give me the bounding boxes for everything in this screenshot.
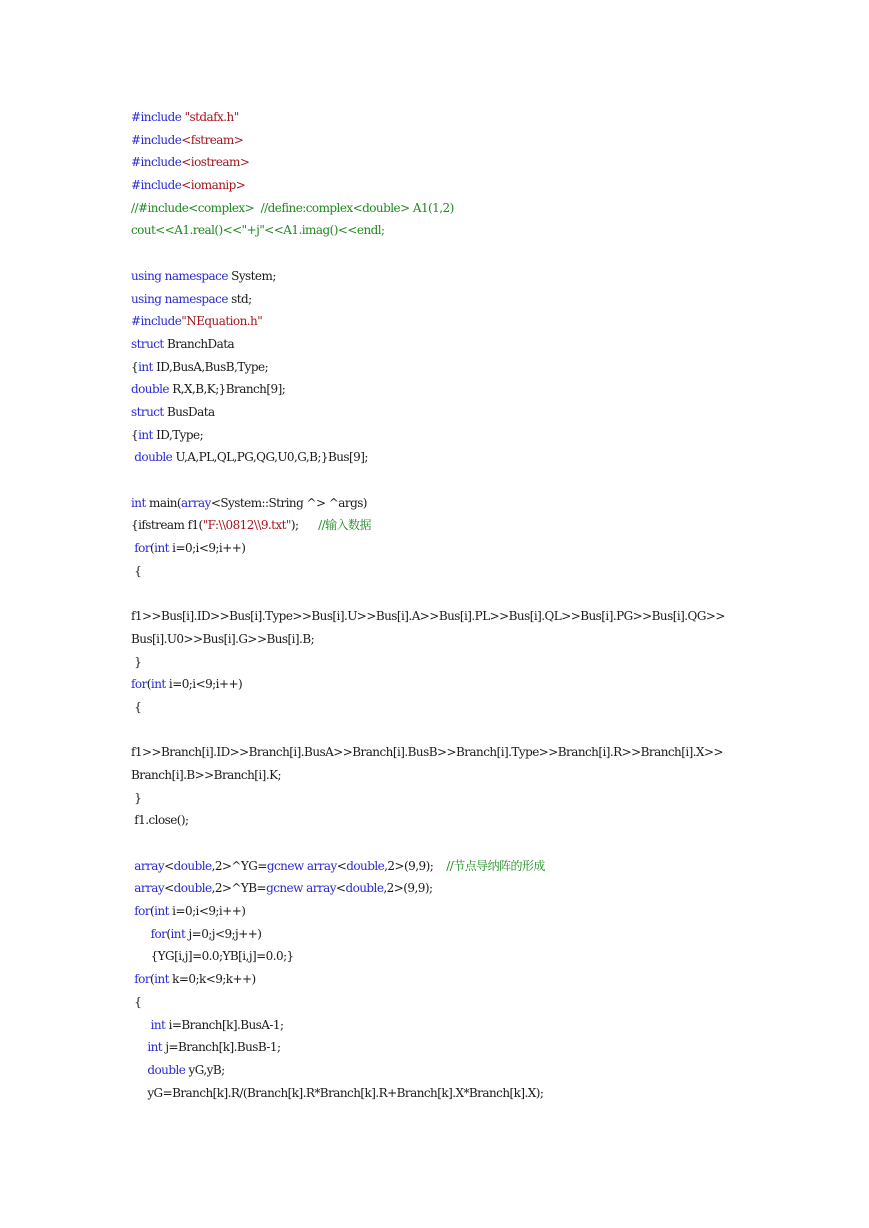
code-text: } xyxy=(131,654,142,669)
code-text: yG,yB; xyxy=(185,1062,225,1077)
code-text: BusData xyxy=(163,404,215,419)
code-line xyxy=(131,787,851,810)
code-line xyxy=(131,265,851,288)
code-line xyxy=(131,356,851,379)
code-text: < xyxy=(164,858,174,873)
keyword: struct xyxy=(131,404,164,419)
code-text: i=0;i<9;i++) xyxy=(168,904,246,919)
code-line xyxy=(131,492,851,515)
code-text: std; xyxy=(227,291,252,306)
code-line xyxy=(131,877,851,900)
keyword: double xyxy=(345,881,384,896)
code-line xyxy=(131,333,851,356)
string-literal: <fstream> xyxy=(181,132,244,147)
code-line xyxy=(131,696,851,719)
keyword: for xyxy=(131,677,147,692)
code-text: < xyxy=(336,858,347,873)
code-text: < xyxy=(164,881,174,896)
keyword: array xyxy=(306,858,337,873)
keyword: double xyxy=(147,1062,186,1077)
keyword: int xyxy=(131,495,146,510)
string-literal: "NEquation.h" xyxy=(181,314,263,329)
code-line xyxy=(131,310,851,333)
keyword: gcnew xyxy=(266,881,303,896)
code-text: <System::String ^> ^args) xyxy=(210,495,367,510)
string-literal: <iostream> xyxy=(181,155,250,170)
code-text: BranchData xyxy=(163,336,235,351)
code-text: { xyxy=(131,427,139,442)
code-line xyxy=(131,537,851,560)
code-text: { xyxy=(131,563,142,578)
code-line xyxy=(131,628,851,651)
code-line xyxy=(131,1036,851,1059)
preprocessor: #include xyxy=(131,155,182,170)
code-line xyxy=(131,1082,851,1105)
code-line xyxy=(131,832,851,855)
code-line xyxy=(131,378,851,401)
code-text xyxy=(131,1018,151,1032)
string-literal: "F:\\0812\\9.txt" xyxy=(202,518,291,533)
code-text: ( xyxy=(166,926,171,941)
code-line xyxy=(131,923,851,946)
keyword: int xyxy=(154,904,169,919)
code-text: ( xyxy=(150,904,155,919)
keyword: int xyxy=(170,926,186,941)
code-line xyxy=(131,809,851,832)
preprocessor: #include xyxy=(131,110,185,124)
code-text: { xyxy=(131,994,142,1009)
code-line xyxy=(131,446,851,469)
code-line xyxy=(131,900,851,923)
preprocessor: #include xyxy=(131,132,182,147)
code-line xyxy=(131,401,851,424)
code-text: R,X,B,K;}Branch[9]; xyxy=(168,382,286,397)
code-line xyxy=(131,424,851,447)
keyword: for xyxy=(150,926,167,941)
keyword: double xyxy=(173,881,212,896)
code-text: ( xyxy=(146,677,151,692)
code-text: main( xyxy=(145,495,182,510)
code-text: { xyxy=(131,359,139,374)
code-line xyxy=(131,741,851,764)
code-text: j=Branch[k].BusB-1; xyxy=(162,1040,281,1055)
keyword: double xyxy=(134,450,173,465)
code-line xyxy=(131,764,851,787)
code-line xyxy=(131,129,851,152)
code-line xyxy=(131,560,851,583)
code-line xyxy=(131,719,851,742)
keyword: using namespace xyxy=(131,291,228,306)
code-listing xyxy=(131,106,851,1104)
code-text: Branch[i].B>>Branch[i].K; xyxy=(131,767,281,782)
keyword: for xyxy=(134,972,151,987)
code-line xyxy=(131,991,851,1014)
code-line xyxy=(131,1014,851,1037)
code-text: f1>>Bus[i].ID>>Bus[i].Type>>Bus[i].U>>Bus[i].A>>Bus[i].PL>>Bus[i].QL>>Bus[i].PG>>Bus[i].QG>> xyxy=(131,609,725,624)
comment: //节点导纳阵的形成 xyxy=(446,858,545,873)
preprocessor: #include xyxy=(131,314,182,329)
keyword: gcnew xyxy=(266,858,304,873)
code-text: System; xyxy=(227,268,276,283)
string-literal: "stdafx.h" xyxy=(184,110,239,124)
code-text: { xyxy=(131,699,142,714)
code-text: yG=Branch[k].R/(Branch[k].R*Branch[k].R+Branch[k].X*Branch[k].X); xyxy=(131,1085,544,1100)
code-text: < xyxy=(335,881,346,896)
code-line xyxy=(131,197,851,220)
keyword: int xyxy=(138,359,153,374)
code-line xyxy=(131,514,851,537)
code-text xyxy=(131,1040,147,1054)
code-line xyxy=(131,106,851,129)
code-text: U,A,PL,QL,PG,QG,U0,G,B;}Bus[9]; xyxy=(172,450,368,465)
code-line xyxy=(131,151,851,174)
code-text: } xyxy=(131,790,142,805)
code-line xyxy=(131,855,851,878)
code-text: ,2>(9,9); xyxy=(383,881,433,896)
code-text: ); xyxy=(290,518,319,533)
code-line xyxy=(131,605,851,628)
code-text: i=0;i<9;i++) xyxy=(165,677,243,692)
keyword: int xyxy=(150,1017,166,1032)
string-literal: <iomanip> xyxy=(181,178,246,193)
preprocessor: #include xyxy=(131,178,182,193)
comment: cout<<A1.real()<<"+j"<<A1.imag()<<endl; xyxy=(131,223,385,238)
comment: //输入数据 xyxy=(318,518,371,533)
code-text: {YG[i,j]=0.0;YB[i,j]=0.0;} xyxy=(131,949,294,964)
keyword: int xyxy=(150,677,166,692)
code-text: Bus[i].U0>>Bus[i].G>>Bus[i].B; xyxy=(131,631,315,646)
code-line xyxy=(131,219,851,242)
keyword: struct xyxy=(131,336,164,351)
code-text: i=0;i<9;i++) xyxy=(168,541,246,556)
code-line xyxy=(131,288,851,311)
code-text: ,2>^YB= xyxy=(211,881,267,896)
code-line xyxy=(131,469,851,492)
code-text: i=Branch[k].BusA-1; xyxy=(165,1017,284,1032)
code-text: f1.close(); xyxy=(131,813,189,828)
keyword: array xyxy=(134,881,165,896)
code-text: f1>>Branch[i].ID>>Branch[i].BusA>>Branch[i].BusB>>Branch[i].Type>>Branch[i].R>>Branch[i].X>> xyxy=(131,745,724,760)
keyword: for xyxy=(134,904,151,919)
code-text xyxy=(131,1063,147,1077)
code-text: ,2>(9,9); xyxy=(384,858,447,873)
code-line xyxy=(131,673,851,696)
keyword: for xyxy=(134,541,151,556)
code-text: k=0;k<9;k++) xyxy=(168,972,256,987)
code-line xyxy=(131,651,851,674)
code-text: ( xyxy=(150,972,155,987)
code-text: ID,Type; xyxy=(152,427,204,442)
keyword: double xyxy=(173,858,212,873)
code-line xyxy=(131,945,851,968)
keyword: double xyxy=(131,382,169,397)
code-text: {ifstream f1( xyxy=(131,518,203,533)
code-line xyxy=(131,242,851,265)
keyword: array xyxy=(306,881,336,896)
code-text xyxy=(131,927,151,941)
code-text: ( xyxy=(150,541,155,556)
keyword: int xyxy=(154,972,169,987)
keyword: double xyxy=(346,858,385,873)
code-text: j=0;j<9;j++) xyxy=(185,926,262,941)
code-text: ,2>^YG= xyxy=(211,858,267,873)
code-line xyxy=(131,1059,851,1082)
comment: //#include<complex> //define:complex<double> A1(1,2) xyxy=(131,200,454,215)
keyword: int xyxy=(147,1040,163,1055)
code-line xyxy=(131,968,851,991)
keyword: array xyxy=(181,495,211,510)
keyword: int xyxy=(154,541,169,556)
keyword: array xyxy=(134,858,165,873)
keyword: int xyxy=(138,427,153,442)
code-text: ID,BusA,BusB,Type; xyxy=(152,359,269,374)
code-line xyxy=(131,174,851,197)
code-line xyxy=(131,582,851,605)
keyword: using namespace xyxy=(131,268,228,283)
